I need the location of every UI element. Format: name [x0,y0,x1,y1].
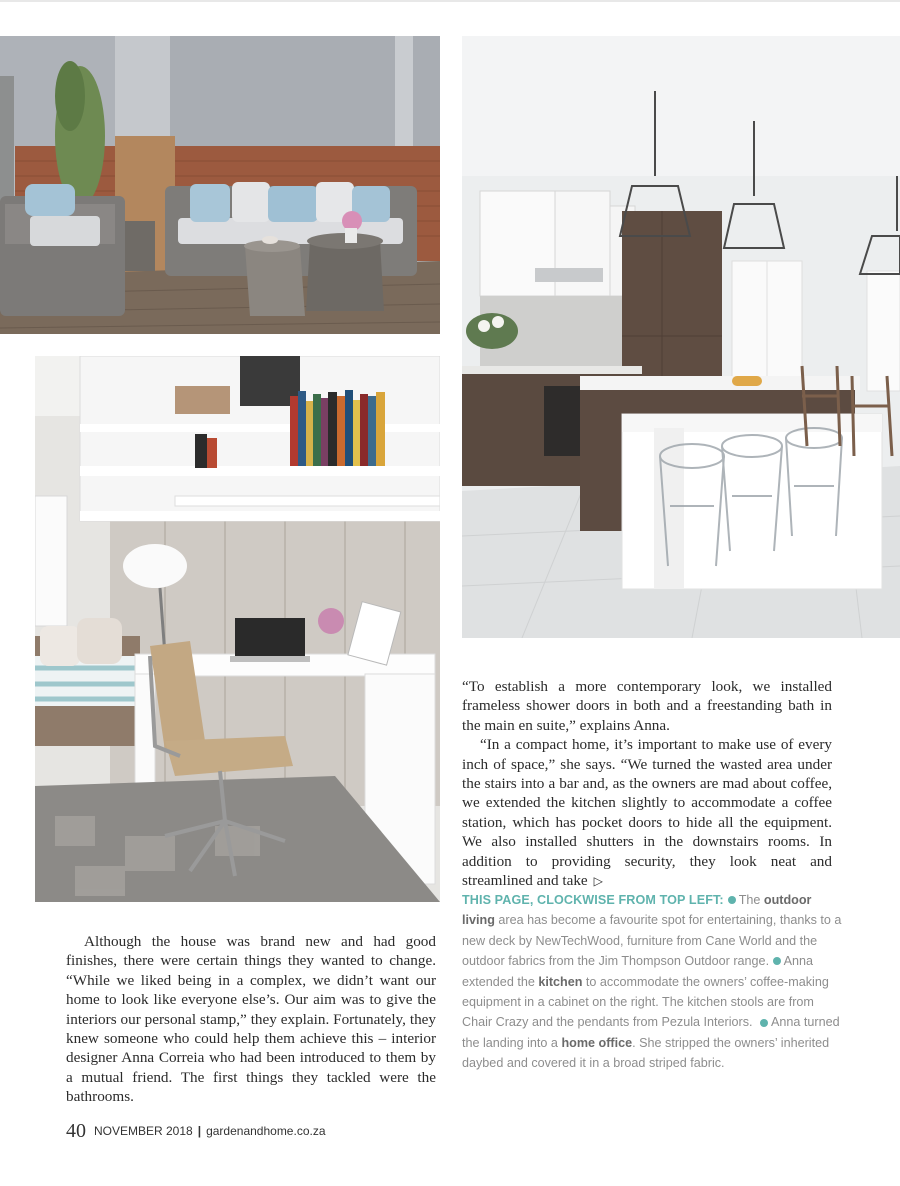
caption-text: to accommodate the owners’ coffee-making equipment in a cabinet on the right. The kitchen stools are from Chair Crazy and the pendants from Pezula Interiors. [462,974,829,1030]
kitchen-photo [462,36,900,638]
article-left-column [66,932,436,1107]
continue-arrow-icon: ▷ [593,874,603,889]
article-paragraph [462,735,832,891]
issue-date: NOVEMBER 2018 [94,1124,193,1138]
caption-text: area has become a favourite spot for entertaining, thanks to a new deck by NewTechWood, furniture from Cane World and the outdoor fabrics from the Jim Thompson Outdoor range. [462,913,842,969]
caption-text: Anna turned the landing into a [462,1015,840,1050]
bullet-dot-icon [773,957,781,965]
website-link[interactable]: gardenandhome.co.za [206,1124,326,1138]
page-number: 40 [66,1120,86,1142]
photo-caption [462,890,842,1074]
caption-text: The [738,893,764,907]
page-footer [66,1120,326,1143]
article-right-column [462,677,832,891]
caption-text: . She stripped the owners’ inherited daybed and covered it in a broad striped fabric. [462,1035,830,1071]
top-rule [0,0,900,2]
caption-keyword: home office [561,1035,633,1050]
footer-separator: | [197,1124,202,1138]
article-paragraph: “To establish a more contemporary look, we installed frameless shower doors in both and a freestanding bath in the main en suite,” explains Anna. [462,678,832,734]
bullet-dot-icon [728,896,736,904]
caption-text: Anna extended the [462,954,813,989]
home-office-photo [35,356,440,902]
article-paragraph-text: “In a compact home, it’s important to make use of every inch of space,” she says. “We turned the wasted area under the stairs into a bar and, as the owners are mad about coffee, we extended the kitchen slightly to accommodate a coffee station, which has pocket doors to hide all the equipment. We also installed shutters in the downstairs rooms. In addition to providing security, they look neat and streamlined and take [462,736,832,890]
caption-lead: THIS PAGE, CLOCKWISE FROM TOP LEFT: [462,893,724,907]
caption-keyword: kitchen [538,974,583,989]
outdoor-living-photo [0,36,440,334]
bullet-dot-icon [760,1019,768,1027]
caption-keyword: outdoor living [462,893,812,928]
article-paragraph: Although the house was brand new and had good finishes, there were certain things they wanted to change. “While we liked being in a complex, we didn’t want our home to look like everyone else’s. Our aim was to give the interiors our personal stamp,” they explain. Fortunately, they knew someone who could help them achieve this – interior designer Anna Correia who had been introduced to them by a mutual friend. The first things they tackled were the bathrooms. [66,933,436,1106]
